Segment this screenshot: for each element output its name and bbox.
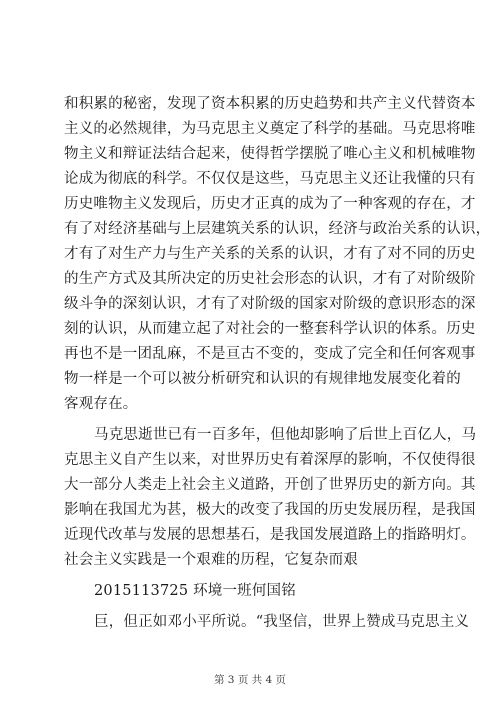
text-line: 有了对经济基础与上层建筑关系的认识，经济与政治关系的认识， bbox=[64, 221, 491, 237]
text-line: 才有了对生产力与生产关系的关系的认识，才有了对不同的历史 bbox=[64, 246, 476, 262]
text-line: 社会主义实践是一个艰难的历程，它复杂而艰 bbox=[64, 552, 358, 568]
text-line: 大一部分人类走上社会主义道路，开创了世界历史的新方向。其 bbox=[64, 477, 476, 493]
document-body bbox=[64, 92, 491, 635]
text-line: 克思主义自产生以来，对世界历史有着深厚的影响，不仅使得很 bbox=[64, 452, 476, 468]
text-line: 刻的认识，从而建立起了对社会的一整套科学认识的体系。历史 bbox=[64, 321, 476, 337]
text-line: 影响在我国尤为甚，极大的改变了我国的历史发展历程，是我国 bbox=[64, 502, 476, 518]
text-line: 近现代改革与发展的思想基石，是我国发展道路上的指路明灯。 bbox=[64, 527, 476, 543]
page-number-footer: 第 3 页 共 4 页 bbox=[213, 674, 287, 686]
text-line: 级斗争的深刻认识，才有了对阶级的国家对阶级的意识形态的深 bbox=[64, 296, 476, 312]
text-line: 马克思逝世已有一百多年，但他却影响了后世上百亿人，马 bbox=[94, 427, 477, 443]
text-line: 客观存在。 bbox=[64, 396, 138, 412]
paragraph-2 bbox=[64, 423, 477, 573]
text-line: 再也不是一团乱麻，不是亘古不变的，变成了完全和任何客观事 bbox=[64, 346, 476, 362]
text-line: 的生产方式及其所决定的历史社会形态的认识，才有了对阶级阶 bbox=[64, 271, 476, 287]
paragraph-1 bbox=[64, 92, 491, 417]
text-line: 巨，但正如邓小平所说。“我坚信，世界上赞成马克思主义 bbox=[94, 614, 470, 630]
text-line: 和积累的秘密，发现了资本积累的历史趋势和共产主义代替资本 bbox=[64, 96, 476, 112]
text-line: 物一样是一个可以被分析研究和认识的有规律地发展变化着的 bbox=[64, 371, 461, 387]
text-line: 主义的必然规律，为马克思主义奠定了科学的基础。马克思将唯 bbox=[64, 121, 476, 137]
text-line: 论成为彻底的科学。不仅仅是这些，马克思主义还让我懂的只有 bbox=[64, 171, 476, 187]
text-line: 物主义和辩证法结合起来，使得哲学摆脱了唯心主义和机械唯物 bbox=[64, 146, 476, 162]
author-line: 2015113725 环境一班何国铭 bbox=[94, 583, 296, 599]
text-line: 历史唯物主义发现后，历史才正真的成为了一种客观的存在，才 bbox=[64, 196, 476, 212]
